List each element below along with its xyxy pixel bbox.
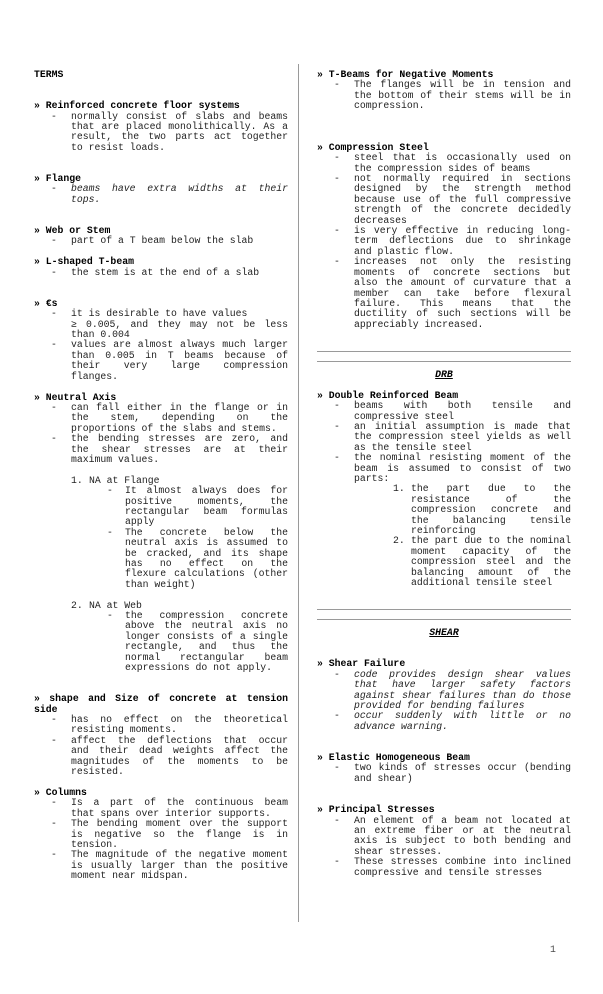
section-bullet-icon: »	[317, 752, 329, 764]
section	[34, 393, 288, 674]
dash-bullet-marker: -	[334, 856, 340, 868]
section-bullet-icon: »	[317, 658, 329, 670]
section-bullet-icon: »	[34, 100, 46, 112]
section	[34, 226, 288, 247]
list-item-group	[317, 257, 571, 330]
section-bullet-icon: »	[317, 141, 329, 153]
item-text: the part due to the nominal moment capacity of the compression steel and the balancing amount of the additional tensile steel	[411, 535, 571, 589]
list-item-group	[34, 486, 288, 528]
bullet-item	[107, 611, 288, 673]
list-item-group	[34, 340, 288, 382]
list-item-group	[34, 611, 288, 673]
bullet-item	[51, 184, 288, 205]
item-text: The magnitude of the negative moment is usually larger than the positive moment near midspan.	[71, 849, 288, 882]
section	[34, 299, 288, 382]
dash-bullet-marker: -	[107, 485, 113, 497]
item-text: code provides design shear values that have larger safety factors against shear failures than do those provided for bending failures	[354, 668, 571, 712]
section-bullet-icon: »	[34, 297, 46, 309]
list-item-group	[34, 850, 288, 881]
section-divider	[317, 351, 571, 380]
bullet-item	[51, 309, 288, 340]
section-heading-text: L-shaped T-beam	[45, 256, 134, 268]
list-item-group	[34, 819, 288, 850]
item-text: an initial assumption is made that the compression steel yields as well as the tensile steel	[354, 420, 571, 453]
dash-bullet-marker: -	[334, 420, 340, 432]
item-text: Is a part of the continuous beam that spans over interior supports.	[71, 797, 288, 819]
list-item-group	[317, 816, 571, 858]
bullet-item	[334, 153, 571, 174]
list-item-group	[317, 536, 571, 588]
dash-bullet-marker: -	[334, 152, 340, 164]
item-text: occur suddenly with little or no advance warning.	[354, 710, 571, 732]
list-item-group	[34, 528, 288, 590]
bullet-item	[334, 453, 571, 484]
item-text: the nominal resisting moment of the beam is assumed to consist of two parts:	[354, 452, 571, 484]
numbered-item	[393, 484, 571, 536]
dash-bullet-marker: -	[334, 173, 340, 185]
item-text: It almost always does for positive moments, the rectangular beam formulas apply	[125, 485, 288, 528]
dash-bullet-marker: -	[51, 235, 57, 247]
divider-label: DRB	[435, 368, 453, 380]
dash-bullet-marker: -	[51, 339, 57, 351]
list-item-group	[317, 711, 571, 732]
number-marker: 1.	[71, 474, 83, 486]
dash-bullet-marker: -	[51, 714, 57, 726]
dash-bullet-marker: -	[334, 225, 340, 237]
list-item-group	[317, 226, 571, 257]
list-item-group	[317, 401, 571, 422]
bullet-item	[334, 257, 571, 330]
section-heading-text: Columns	[45, 786, 87, 798]
bullet-item	[51, 736, 288, 778]
section-heading-text: Flange	[45, 173, 82, 185]
item-text: two kinds of stresses occur (bending and shear)	[354, 762, 571, 784]
item-text: the stem is at the end of a slab	[71, 266, 260, 278]
list-item-group	[317, 763, 571, 784]
section-heading-text: Principal Stresses	[328, 804, 435, 816]
bullet-item	[51, 236, 288, 246]
item-text: increases not only the resisting moments of concrete sections but also the amount of curvature that a member can take before flexural failure. This means that the ductility of such sections will be appreciably increased.	[354, 256, 571, 330]
item-text: normally consist of slabs and beams that are placed monolithically. As a result, the two parts act together to resist loads.	[71, 110, 288, 153]
section	[317, 753, 571, 784]
section-bullet-icon: »	[34, 693, 50, 705]
list-item-group	[34, 434, 288, 465]
list-item-group	[34, 476, 288, 590]
item-text: not normally required in sections designed by the strength method because use of the full compressive strength of the concrete decidedly decreases	[354, 173, 571, 226]
section-bullet-icon: »	[34, 173, 46, 185]
section-bullet-icon: »	[317, 804, 329, 816]
item-text: the compression concrete above the neutral axis no longer consists of a single rectangle, and thus the normal rectangular beam expressions do not apply.	[125, 610, 288, 674]
bullet-item	[334, 422, 571, 453]
section	[317, 70, 571, 112]
section-bullet-icon: »	[34, 225, 46, 237]
section-bullet-icon: »	[34, 256, 46, 268]
dash-bullet-marker: -	[51, 433, 57, 445]
dash-bullet-marker: -	[51, 110, 57, 122]
item-text: it is desirable to have values ≥ 0.005, and they may not be less than 0.004	[71, 308, 288, 341]
item-text: The concrete below the neutral axis is assumed to be cracked, and its shape has no effect on the flexure calculations (other than weight)	[125, 526, 288, 590]
divider-line	[317, 619, 571, 620]
bullet-item	[51, 434, 288, 465]
section	[34, 788, 288, 882]
section	[317, 391, 571, 589]
list-item-group	[317, 422, 571, 453]
bullet-item	[334, 857, 571, 878]
list-item-group	[34, 798, 288, 819]
section-bullet-icon: »	[34, 786, 46, 798]
dash-bullet-marker: -	[334, 710, 340, 722]
section-heading-text: Compression Steel	[328, 141, 429, 153]
divider-label: SHEAR	[429, 627, 459, 639]
item-text: part of a T beam below the slab	[71, 235, 254, 247]
section-heading-text: Reinforced concrete floor systems	[45, 100, 240, 112]
bullet-item	[334, 816, 571, 858]
divider-line	[317, 609, 571, 610]
item-text: beams have extra widths at their tops.	[71, 183, 288, 205]
list-item-group	[34, 309, 288, 340]
dash-bullet-marker: -	[334, 400, 340, 412]
bullet-item	[51, 819, 288, 850]
section	[34, 694, 288, 777]
dash-bullet-marker: -	[107, 610, 113, 621]
section-heading-text: Double Reinforced Beam	[328, 389, 459, 401]
item-text: the part due to the resistance of the compression concrete and the balancing tensile reinforcing	[411, 483, 571, 536]
bullet-item	[334, 80, 571, 111]
dash-bullet-marker: -	[107, 526, 113, 538]
bullet-item	[334, 763, 571, 784]
left-column	[34, 70, 288, 882]
dash-bullet-marker: -	[334, 762, 340, 774]
section-bullet-icon: »	[317, 389, 329, 401]
section-heading-text: shape and Size of concrete at tension side	[34, 693, 288, 715]
section	[34, 101, 288, 153]
section-divider	[317, 609, 571, 638]
section-bullet-icon: »	[317, 69, 329, 80]
dash-bullet-marker: -	[334, 452, 340, 464]
bullet-item	[51, 850, 288, 881]
dash-bullet-marker: -	[51, 308, 57, 320]
dash-bullet-marker: -	[51, 183, 57, 195]
section	[317, 805, 571, 878]
bullet-item	[107, 528, 288, 590]
section-heading-text: Elastic Homogeneous Beam	[328, 752, 470, 764]
list-item-group	[317, 80, 571, 111]
section-heading-text: Shear Failure	[328, 658, 406, 670]
list-item-group	[34, 736, 288, 778]
item-text: The bending moment over the support is negative so the flange is in tension.	[71, 818, 288, 850]
dash-bullet-marker: -	[51, 401, 57, 413]
section-heading-text: Neutral Axis	[45, 391, 117, 403]
item-text: The flanges will be in tension and the bottom of their stems will be in compression.	[354, 79, 571, 112]
dash-bullet-marker: -	[51, 797, 57, 809]
list-item-group	[317, 484, 571, 536]
number-marker: 2.	[393, 535, 405, 547]
divider-line	[317, 351, 571, 352]
dash-bullet-marker: -	[51, 734, 57, 746]
bullet-item	[334, 401, 571, 422]
dash-bullet-marker: -	[334, 814, 340, 826]
bullet-item	[51, 112, 288, 154]
list-item-group	[34, 403, 288, 434]
item-text: values are almost always much larger than 0.005 in T beams because of their very large compression flanges.	[71, 339, 288, 382]
bullet-item	[334, 670, 571, 712]
document-title: TERMS	[34, 69, 64, 80]
section	[34, 257, 288, 278]
right-column	[317, 70, 571, 878]
list-item-group	[34, 268, 288, 278]
number-marker: 2.	[71, 599, 83, 611]
item-text: steel that is occasionally used on the compression sides of beams	[354, 152, 571, 174]
item-text: These stresses combine into inclined compressive and tensile stresses	[354, 856, 571, 878]
section-heading-text: Web or Stem	[45, 225, 111, 237]
dash-bullet-marker: -	[51, 818, 57, 830]
bullet-item	[51, 268, 288, 278]
item-text: has no effect on the theoretical resisting moments.	[71, 714, 288, 736]
item-text: NA at Web	[89, 599, 142, 611]
item-text: beams with both tensile and compressive steel	[354, 400, 571, 422]
list-item-group	[34, 184, 288, 205]
section	[34, 174, 288, 205]
list-item-group	[317, 670, 571, 712]
number-marker: 1.	[393, 483, 405, 495]
section	[317, 143, 571, 330]
item-text: the bending stresses are zero, and the shear stresses are at their maximum values.	[71, 433, 288, 465]
list-item-group	[34, 236, 288, 246]
bullet-item	[107, 486, 288, 528]
section-bullet-icon: »	[34, 391, 46, 403]
numbered-item	[393, 536, 571, 588]
list-item-group	[317, 153, 571, 174]
list-item-group	[34, 601, 288, 674]
dash-bullet-marker: -	[334, 256, 340, 268]
list-item-group	[317, 857, 571, 878]
column-divider-line	[298, 64, 299, 922]
dash-bullet-marker: -	[51, 266, 57, 278]
bullet-item	[51, 403, 288, 434]
list-item-group	[317, 174, 571, 226]
bullet-item	[51, 340, 288, 382]
list-item-group	[317, 453, 571, 588]
section	[317, 659, 571, 732]
bullet-item	[334, 711, 571, 732]
bullet-item	[334, 226, 571, 257]
item-text: can fall either in the flange or in the stem, depending on the proportions of the slabs and stems.	[71, 401, 288, 434]
dash-bullet-marker: -	[334, 79, 340, 91]
item-text: is very effective in reducing long-term deflections due to shrinkage and plastic flow.	[354, 225, 571, 257]
page-number: 1	[550, 944, 556, 955]
item-text: An element of a beam not located at an extreme fiber or at the neutral axis is subject to both bending and shear stresses.	[354, 814, 571, 857]
section-heading-text: T-Beams for Negative Moments	[328, 69, 494, 80]
dash-bullet-marker: -	[51, 849, 57, 861]
section-heading-text: €s	[45, 297, 58, 309]
list-item-group	[34, 715, 288, 736]
bullet-item	[334, 174, 571, 226]
section-heading	[34, 694, 288, 715]
item-text: NA at Flange	[89, 474, 160, 486]
bullet-item	[51, 798, 288, 819]
list-item-group	[34, 112, 288, 154]
divider-line	[317, 361, 571, 362]
item-text: affect the deflections that occur and their dead weights affect the magnitudes of the moments to be resisted.	[71, 734, 288, 778]
dash-bullet-marker: -	[334, 668, 340, 680]
section-heading	[317, 805, 571, 815]
bullet-item	[51, 715, 288, 736]
